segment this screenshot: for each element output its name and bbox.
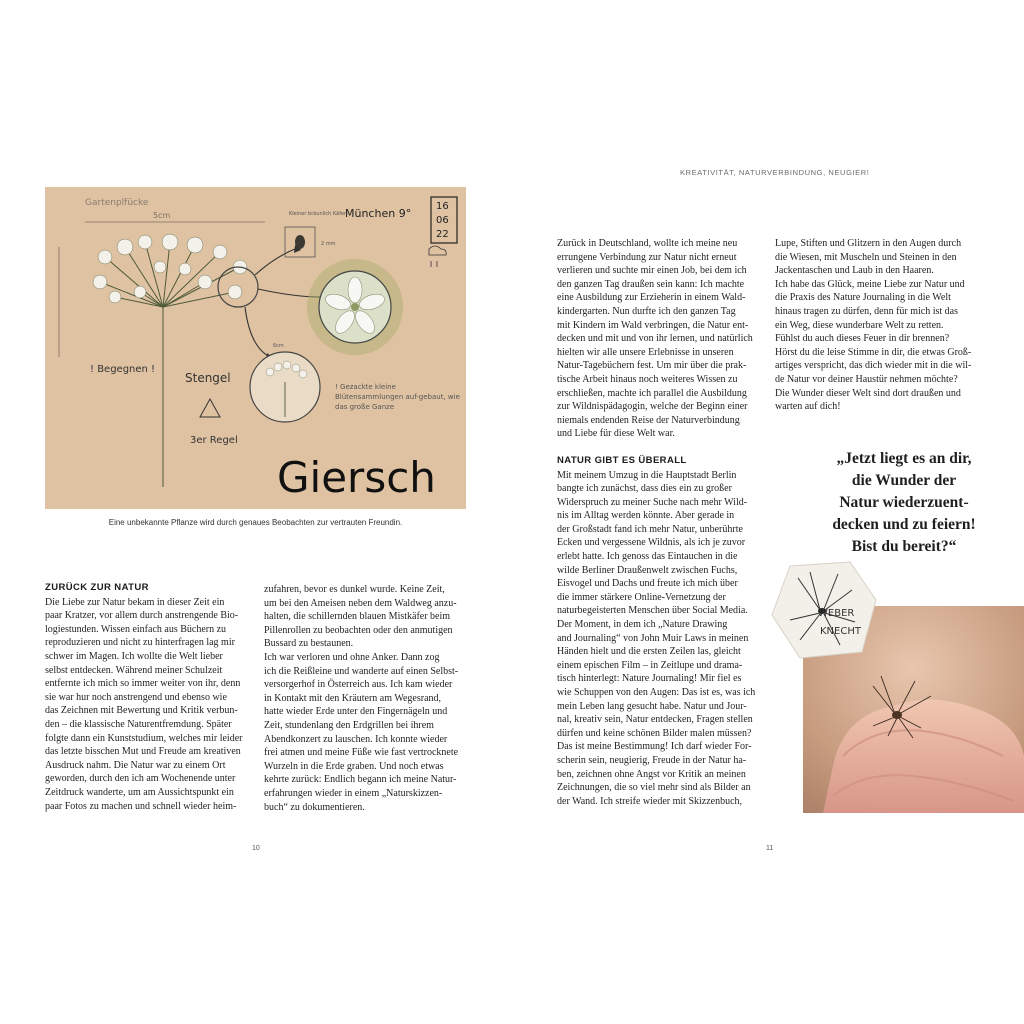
section-heading-zurueck: ZURÜCK ZUR NATUR xyxy=(45,582,149,593)
sticker-label-2: KNECHT xyxy=(820,626,861,637)
sticker-label-1: WEBER xyxy=(818,608,855,619)
sketch-date-month: 06 xyxy=(436,215,449,226)
sketch-date-day: 16 xyxy=(436,201,449,212)
right-page-body-1-bottom: Mit meinem Umzug in die Hauptstadt Berlin bangte ich zunächst, dass dies ein zu großer Widerspruch zu meiner Suche nach mehr Wild- nis im Alltag werden könnte. Aber gerade in der Großstadt fand ich mehr Natur, unberührte Ecken und vergessene Wildnis, als ich je zuvor erlebt hatte. Ich genoss das Eintauchen in die wilde Berliner Draußenwelt zwischen Fuchs, Eisvogel und Dachs und freute ich mich über die immer stärkere Online-Vernetzung der naturbegeisterten Menschen über Social Media. Der Moment, in dem ich „Nature Drawing and Journaling“ von John Muir Laws in meinen Händen hielt und die ersten Zeilen las, gleicht einem epischen Film – in Zeitlupe und drama- tisch hinterlegt: Nature Journaling! Mir fiel es wie Schuppen von den Augen: Das ist es, was ich mein Leben lang gesucht habe. Natur und Jour- nal, kreativ sein, Natur entdecken, Fragen stellen dürfen und keine schönen Bilder malen müssen? Das ist meine Bestimmung! Ich darf wieder For- scherin sein, neugierig, Freude in der Natur ha- ben, zeichnen ohne Angst vor Kritik an meinen Zeichnungen, die so viel mehr sind als Bilder an der Wand. Ich streife wieder mit Skizzenbuch, xyxy=(557,469,756,807)
pull-quote: „Jetzt liegt es an dir, die Wunder der Natur wiederzuent- decken und zu feiern! Bist du bereit?“ xyxy=(832,450,976,555)
page-number-left: 10 xyxy=(252,845,260,852)
sketch-label-begegnen: ! Begegnen ! xyxy=(90,364,156,375)
left-page-column-1 xyxy=(45,581,257,813)
left-page-body-1: Die Liebe zur Natur bekam in dieser Zeit ein paar Kratzer, vor allem durch anstrengende Bio- logiestunden. Wissen einfach aus Büchern zu reproduzieren und nicht zu hinterfragen lag mir schwer im Magen. Ich wollte die Welt lieber selbst entdecken. Während meiner Schulzeit entfernte ich mich so immer weiter von ihr, denn sie war hur noch anstrengend und ebenso wie das Zeichnen mit Bewertung und Kritik verbun- den – die klassische Naturentfremdung. Später folgte dann ein Kunststudium, welches mir leider das letzte bisschen Mut und Freude am kreativen Ausdruck nahm. Die Natur war zu einem Ort geworden, durch den ich am Wochenende unter Zeitdruck wanderte, um am Aussichtspunkt ein paar Fotos zu machen und schnell wieder heim- xyxy=(45,596,243,812)
right-page-column-2 xyxy=(775,237,995,414)
sketch-city-date: München 9° xyxy=(345,207,412,220)
left-page-column-2 xyxy=(264,583,476,814)
page-number-right: 11 xyxy=(766,845,774,852)
giersch-sketch-illustration xyxy=(45,187,466,509)
right-page-body-2: Lupe, Stiften und Glitzern in den Augen durch die Wiesen, mit Muscheln und Steinen in den Jackentaschen und Laub in den Haaren. Ich habe das Glück, meine Liebe zur Natur und die Praxis des Nature Journaling in die Welt hinaus tragen zu dürfen, denn für mich ist das ein Weg, diese wunderbare Welt zu retten. Fühlst du auch dieses Feuer in dir brennen? Hörst du die leise Stimme in dir, die etwas Groß- artiges verspricht, das dich wieder mit in die wil- de Natur vor deiner Haustür nehmen möchte? Die Wunder dieser Welt sind dort draußen und warten auf dich! xyxy=(775,238,972,413)
sketch-title: Giersch xyxy=(277,453,436,502)
sketch-label-6cm: 6cm xyxy=(273,343,284,349)
weberknecht-sticker xyxy=(770,560,878,660)
right-page-column-1 xyxy=(557,237,775,808)
sketch-label-bluete: ! Gezackte kleine Blütensammlungen auf-gebaut, wie das große Ganze xyxy=(335,383,460,411)
sketch-label-2mm: 2 mm xyxy=(321,241,336,247)
right-page-body-1-top: Zurück in Deutschland, wollte ich meine neu errungene Verbindung zur Natur nicht erneut verlieren und suchte mir einen Job, bei dem ich den ganzen Tag draußen sein kann: Ich machte eine Ausbildung zur Erzieherin in einem Wald- kindergarten. Nun durfte ich den ganzen Tag mit Kindern im Wald verbringen, die Natur ent- decken und mit und von ihr lernen, und natürlich hielten wir alle unsere Erlebnisse in unseren Natur-Tagebüchern fest. Um mir über die prak- tische Arbeit hinaus noch weiteres Wissen zu erschließen, machte ich parallel die Ausbildung zur Wildnispädagogin, welche der Beginn einer niemals endenden Reise der Naturverbindung und Liebe für diese Welt war. xyxy=(557,238,753,440)
section-heading-natur-ueberall: NATUR GIBT ES ÜBERALL xyxy=(557,454,687,466)
left-page-body-2: zufahren, bevor es dunkel wurde. Keine Zeit, um bei den Ameisen neben dem Waldweg anzu- halten, die schillernden blauen Mistkäfer beim Pillenrollen zu beobachten oder den anmutigen Bussard zu bestaunen. Ich war verloren und ohne Anker. Dann zog ich die Reißleine und wanderte auf einen Selbst- versorgerhof in Österreich aus. Ich kam wieder in Kontakt mit den Kräutern am Wegesrand, hatte wieder Erde unter den Fingernägeln und Zeit, stundenlang den Erdgrillen bei ihrem Abendkonzert zu lauschen. Ich konnte wieder frei atmen und meine Füße wie fast vertrocknete Wurzeln in die Erde graben. Und noch etwas kehrte zurück: Endlich begann ich meine Natur- erfahrungen wieder in einem „Naturskizzen- buch“ zu dokumentieren. xyxy=(264,584,459,813)
sketch-label-stengel: Stengel xyxy=(185,371,231,385)
sketch-label-3er: 3er Regel xyxy=(190,435,238,446)
sketch-label-5cm: 5cm xyxy=(153,211,171,220)
running-head: KREATIVITÄT, NATURVERBINDUNG, NEUGIER! xyxy=(680,168,870,177)
sketch-label-beobachter: Kleiner bräunlich Käfer xyxy=(289,211,347,217)
sketch-label-top-left: Gartenplfücke xyxy=(85,198,149,208)
sketch-date-year: 22 xyxy=(436,229,449,240)
image-caption: Eine unbekannte Pflanze wird durch genaues Beobachten zur vertrauten Freundin. xyxy=(108,518,403,527)
